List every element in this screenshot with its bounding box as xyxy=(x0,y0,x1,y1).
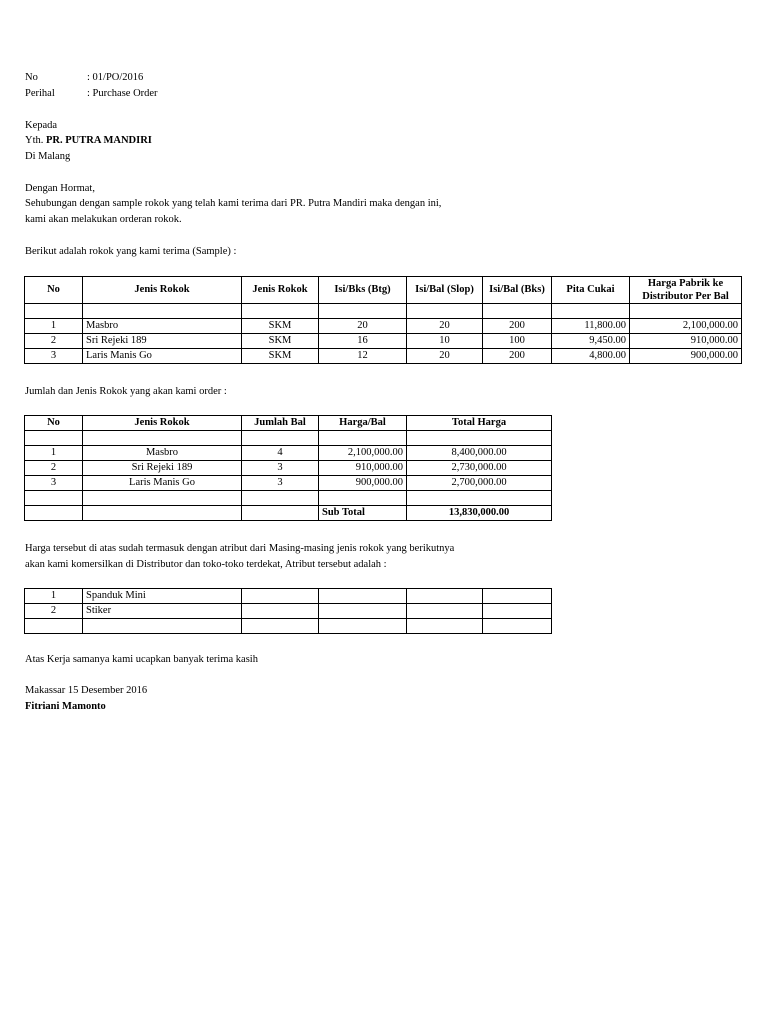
table-cell: 2,100,000.00 xyxy=(630,319,742,334)
order-header-cell: Total Harga xyxy=(407,416,552,431)
recipient-to: Kepada xyxy=(25,120,58,131)
table-cell: 100 xyxy=(483,334,552,349)
sample-header-cell: No xyxy=(25,277,83,304)
empty-cell xyxy=(483,604,552,619)
empty-cell xyxy=(319,619,407,634)
order-table xyxy=(24,415,552,521)
subtotal-label: Sub Total xyxy=(319,506,407,521)
table-cell: 16 xyxy=(319,334,407,349)
empty-cell xyxy=(242,491,319,506)
table-row xyxy=(25,304,742,319)
empty-cell xyxy=(319,491,407,506)
table-cell: SKM xyxy=(242,349,319,364)
order-header-cell: Jenis Rokok xyxy=(83,416,242,431)
table-cell: 20 xyxy=(407,349,483,364)
empty-cell xyxy=(83,304,242,319)
document-subject xyxy=(25,86,158,102)
table-cell: 200 xyxy=(483,349,552,364)
table-cell: 3 xyxy=(242,461,319,476)
number-label: No xyxy=(25,72,38,83)
subtotal-value: 13,830,000.00 xyxy=(407,506,552,521)
empty-cell xyxy=(319,304,407,319)
table-cell: SKM xyxy=(242,319,319,334)
order-table-header xyxy=(25,416,552,431)
table-cell: Sri Rejeki 189 xyxy=(83,334,242,349)
empty-cell xyxy=(25,619,83,634)
table-cell: 3 xyxy=(242,476,319,491)
table-cell: Masbro xyxy=(83,319,242,334)
table-cell: Sri Rejeki 189 xyxy=(83,461,242,476)
empty-cell xyxy=(407,431,552,446)
table-cell: 2 xyxy=(25,604,83,619)
table-cell: SKM xyxy=(242,334,319,349)
empty-cell xyxy=(407,619,483,634)
closing-text: Atas Kerja samanya kami ucapkan banyak terima kasih xyxy=(25,654,258,665)
number-value: : 01/PO/2016 xyxy=(87,72,144,83)
recipient-name-line xyxy=(25,133,152,149)
subtotal-row xyxy=(25,506,552,521)
table-cell: 8,400,000.00 xyxy=(407,446,552,461)
empty-cell xyxy=(552,304,630,319)
empty-cell xyxy=(319,604,407,619)
table-cell: 1 xyxy=(25,319,83,334)
table-cell: 11,800.00 xyxy=(552,319,630,334)
recipient-yth: Yth. xyxy=(25,135,44,146)
document-number xyxy=(25,70,143,86)
table-cell: 910,000.00 xyxy=(630,334,742,349)
recipient-name: PR. PUTRA MANDIRI xyxy=(46,135,152,146)
subject-value: : Purchase Order xyxy=(87,88,158,99)
sample-header-cell: Jenis Rokok xyxy=(83,277,242,304)
table-row xyxy=(25,476,552,491)
table-cell: 4,800.00 xyxy=(552,349,630,364)
order-header-cell: Jumlah Bal xyxy=(242,416,319,431)
empty-cell xyxy=(25,491,83,506)
table-cell: Laris Manis Go xyxy=(83,349,242,364)
table-cell: Laris Manis Go xyxy=(83,476,242,491)
table-cell: 2,100,000.00 xyxy=(319,446,407,461)
empty-cell xyxy=(483,304,552,319)
empty-cell xyxy=(319,589,407,604)
empty-cell xyxy=(242,304,319,319)
table-row xyxy=(25,619,552,634)
sample-header-cell: Pita Cukai xyxy=(552,277,630,304)
order-header-cell: Harga/Bal xyxy=(319,416,407,431)
empty-cell xyxy=(83,491,242,506)
table-row xyxy=(25,349,742,364)
table-row xyxy=(25,431,552,446)
sample-header-cell: Isi/Bks (Btg) xyxy=(319,277,407,304)
attribute-line-1: Harga tersebut di atas sudah termasuk dengan atribut dari Masing-masing jenis rokok yang berikutnya xyxy=(25,543,455,554)
empty-cell xyxy=(25,304,83,319)
table-cell: 2,730,000.00 xyxy=(407,461,552,476)
table-cell: 12 xyxy=(319,349,407,364)
table-row xyxy=(25,491,552,506)
table-cell: Spanduk Mini xyxy=(83,589,242,604)
sample-table xyxy=(24,276,742,364)
signature-place-date: Makassar 15 Desember 2016 xyxy=(25,685,148,696)
table-cell: 20 xyxy=(407,319,483,334)
empty-cell xyxy=(25,431,83,446)
table-cell: 2 xyxy=(25,334,83,349)
attribute-line-2: akan kami komersilkan di Distributor dan toko-toko terdekat, Atribut tersebut adalah : xyxy=(25,559,387,570)
empty-cell xyxy=(83,506,242,521)
table-cell: 200 xyxy=(483,319,552,334)
table-cell: 1 xyxy=(25,446,83,461)
empty-cell xyxy=(630,304,742,319)
empty-cell xyxy=(407,304,483,319)
table-row xyxy=(25,589,552,604)
table-row xyxy=(25,334,742,349)
table-row xyxy=(25,319,742,334)
opening-line-2: kami akan melakukan orderan rokok. xyxy=(25,214,182,225)
table-cell: 910,000.00 xyxy=(319,461,407,476)
greeting: Dengan Hormat, xyxy=(25,183,95,194)
empty-cell xyxy=(407,604,483,619)
empty-cell xyxy=(407,491,552,506)
table-row xyxy=(25,461,552,476)
opening-line-1: Sehubungan dengan sample rokok yang telah kami terima dari PR. Putra Mandiri maka dengan ini, xyxy=(25,198,442,209)
table-cell: Masbro xyxy=(83,446,242,461)
sample-header-cell: Isi/Bal (Slop) xyxy=(407,277,483,304)
table-row xyxy=(25,604,552,619)
empty-cell xyxy=(483,619,552,634)
empty-cell xyxy=(242,431,319,446)
table-cell: 10 xyxy=(407,334,483,349)
table-cell: 2,700,000.00 xyxy=(407,476,552,491)
order-intro: Jumlah dan Jenis Rokok yang akan kami order : xyxy=(25,386,227,397)
sample-table-header xyxy=(25,277,742,304)
sample-intro: Berikut adalah rokok yang kami terima (Sample) : xyxy=(25,246,237,257)
empty-cell xyxy=(242,604,319,619)
sample-header-cell: Harga Pabrik ke Distributor Per Bal xyxy=(630,277,742,304)
empty-cell xyxy=(242,619,319,634)
sample-header-cell: Jenis Rokok xyxy=(242,277,319,304)
empty-cell xyxy=(83,619,242,634)
table-cell: Stiker xyxy=(83,604,242,619)
empty-cell xyxy=(25,506,83,521)
empty-cell xyxy=(242,506,319,521)
table-cell: 9,450.00 xyxy=(552,334,630,349)
table-cell: 900,000.00 xyxy=(319,476,407,491)
empty-cell xyxy=(83,431,242,446)
attribute-table xyxy=(24,588,552,634)
subject-label: Perihal xyxy=(25,88,55,99)
table-cell: 3 xyxy=(25,349,83,364)
table-cell: 3 xyxy=(25,476,83,491)
empty-cell xyxy=(483,589,552,604)
table-cell: 20 xyxy=(319,319,407,334)
table-cell: 900,000.00 xyxy=(630,349,742,364)
empty-cell xyxy=(242,589,319,604)
empty-cell xyxy=(319,431,407,446)
table-cell: 4 xyxy=(242,446,319,461)
table-row xyxy=(25,446,552,461)
empty-cell xyxy=(407,589,483,604)
order-header-cell: No xyxy=(25,416,83,431)
table-cell: 1 xyxy=(25,589,83,604)
signature-name: Fitriani Mamonto xyxy=(25,701,106,712)
sample-header-cell: Isi/Bal (Bks) xyxy=(483,277,552,304)
table-cell: 2 xyxy=(25,461,83,476)
recipient-city: Di Malang xyxy=(25,151,71,162)
